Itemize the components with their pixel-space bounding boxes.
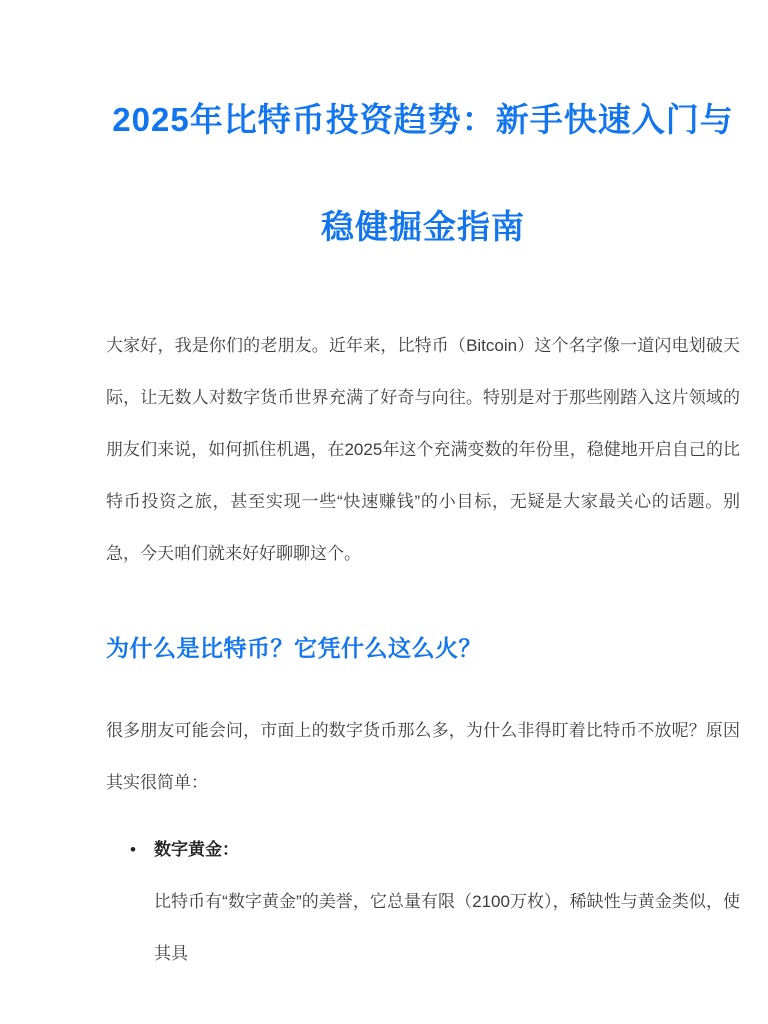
document-content [106,0,740,980]
bullet-list [106,824,740,980]
page-title-line1: 2025年比特币投资趋势：新手快速入门与 [112,101,734,138]
bullet-description: 比特币有“数字黄金”的美誉，它总量有限（2100万枚），稀缺性与黄金类似，使其具 [154,892,740,963]
section-heading: 为什么是比特币？它凭什么这么火？ [106,635,482,661]
section-lead-paragraph: 很多朋友可能会问，市面上的数字货币那么多，为什么非得盯着比特币不放呢？原因其实很简单： [106,721,740,792]
bullet-term: 数字黄金： [154,840,239,859]
page-title-line2: 稳健掘金指南 [321,208,525,245]
bullet-icon: • [130,840,136,859]
page-title [106,66,740,280]
intro-paragraph: 大家好，我是你们的老朋友。近年来，比特币（Bitcoin）这个名字像一道闪电划破天际，让无数人对数字货币世界充满了好奇与向往。特别是对于那些刚踏入这片领域的朋友们来说，如何抓住机遇，在2025年这个充满变数的年份里，稳健地开启自己的比特币投资之旅，甚至实现一些“快速赚钱”的小目标，无疑是大家最关心的话题。别急，今天咱们就来好好聊聊这个。 [106,336,740,563]
list-item [106,824,740,980]
